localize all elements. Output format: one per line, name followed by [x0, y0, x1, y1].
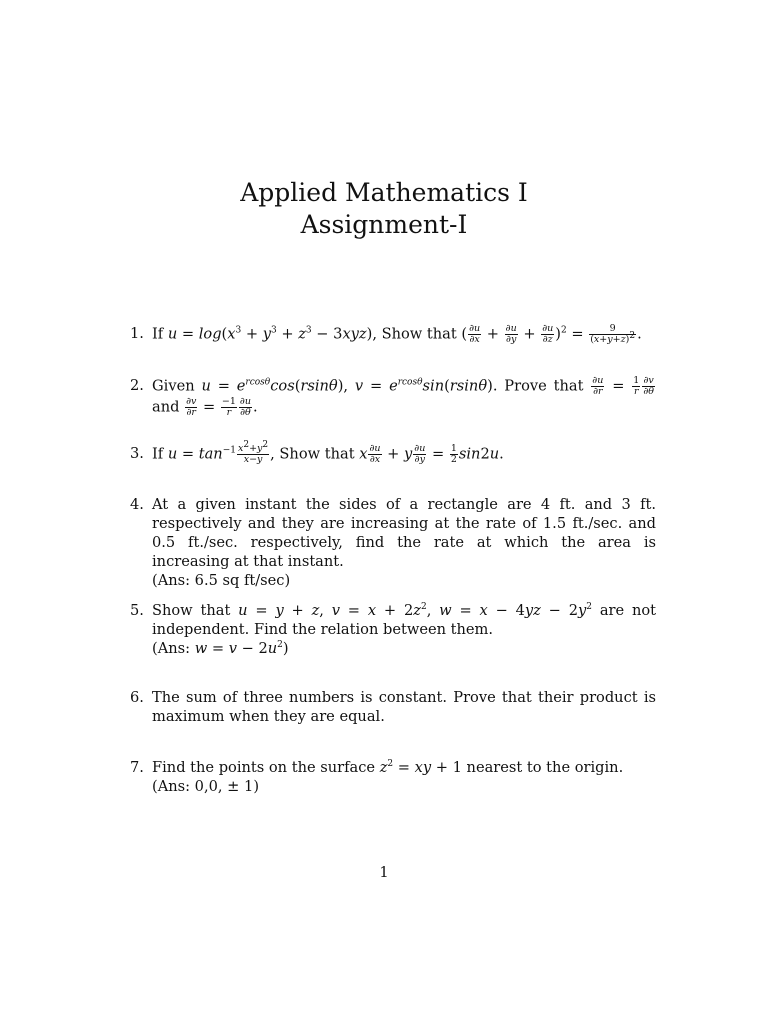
- problem-text: If $u = \log(x^3 + y^3 + z^3 - 3xyz)$, Show that ( $\frac{\partial u}{\partial x}$ + $\frac{\partial u}{\partial y}$ + $\frac{\partial u}{\partial z}$ )$^2$ = $\frac{9}{(x+y+z)^2}$ .: [152, 323, 642, 345]
- problem-5: [130, 601, 656, 658]
- problem-answer: (Ans: $w = v - 2u^2$): [152, 640, 289, 657]
- problem-4: [130, 495, 656, 590]
- problem-answer: (Ans: 0,0, ± 1): [152, 778, 260, 795]
- problem-6: [130, 688, 656, 726]
- problem-text: At a given instant the sides of a rectangle are 4 ft. and 3 ft. respectively and they are increasing at the rate of 1.5 ft./sec. and 0.5 ft./sec. respectively, find the rate at which the area is increasing at that instant.: [152, 496, 656, 570]
- page-number: 1: [379, 864, 389, 881]
- problem-text: Given $u = e^{rcos\theta}\cos(rsin\theta)$, $v = e^{rcos\theta}\sin(rsin\theta)$. Prove that $\frac{\partial u}{\partial r}$ = $\frac{1}{r}$ $\frac{\partial v}{\partial\theta}$ and $\frac{\partial v}{\partial r}$ = $\frac{-1}{r}$ $\frac{\partial u}{\partial\theta}$ .: [152, 375, 654, 418]
- problem-number: 2.: [130, 377, 144, 394]
- problem-number: 5.: [130, 602, 144, 619]
- document-subtitle: Assignment-I: [300, 210, 468, 239]
- problem-text: If $u = \tan^{-1}$ $\frac{x^2+y^2}{x-y}$ , Show that x $\frac{\partial u}{\partial x}$ + y $\frac{\partial u}{\partial y}$ = $\frac{1}{2}$ sin2u.: [152, 439, 504, 465]
- problem-text: The sum of three numbers is constant. Prove that their product is maximum when they are equal.: [152, 689, 656, 725]
- problem-2: [130, 376, 656, 418]
- problem-number: 4.: [130, 496, 144, 513]
- problem-number: 6.: [130, 689, 144, 706]
- problem-number: 3.: [130, 445, 144, 462]
- problem-number: 7.: [130, 759, 144, 776]
- document-title: Applied Mathematics I: [240, 178, 528, 207]
- problem-1: [130, 324, 656, 345]
- problem-3: [130, 439, 656, 465]
- problem-answer: (Ans: 6.5 sq ft/sec): [152, 572, 291, 589]
- problem-text: Show that u = y + z, $v = x + 2z^2$, $w = x - 4yz - 2y^2$ are not independent. Find the relation between them.: [152, 602, 657, 638]
- problem-7: [130, 758, 656, 796]
- problem-number: 1.: [130, 325, 144, 342]
- problem-text: Find the points on the surface $z^2$ = xy + 1 nearest to the origin.: [152, 759, 624, 776]
